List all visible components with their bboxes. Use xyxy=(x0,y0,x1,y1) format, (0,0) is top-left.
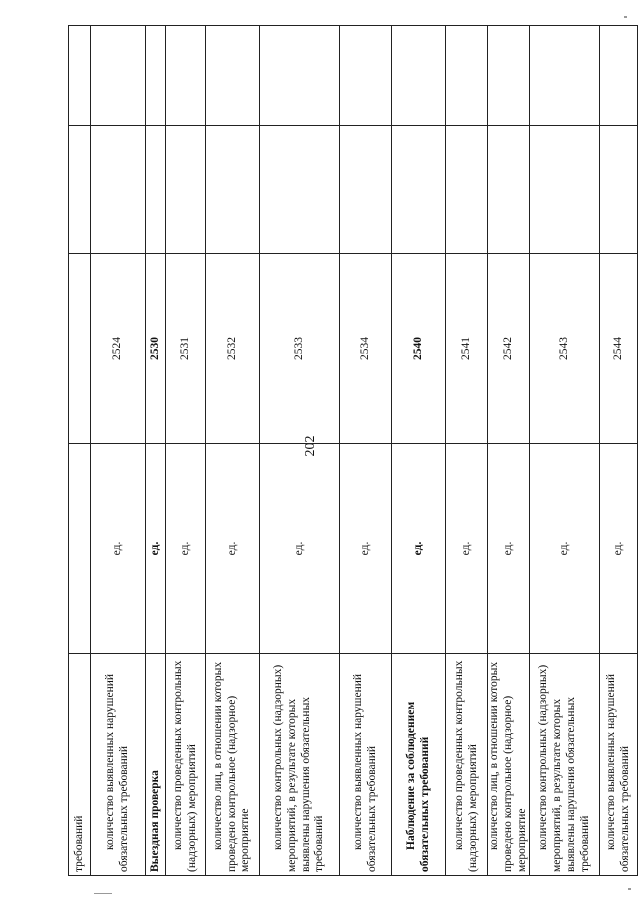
row-code-cell: 2544 xyxy=(600,254,638,444)
row-name-text: количество выявленных нарушений обязательных требований xyxy=(104,673,130,872)
table-row xyxy=(446,26,488,876)
row-value-cell xyxy=(340,126,392,254)
table-row xyxy=(488,26,530,876)
row-value-cell xyxy=(146,26,166,126)
table-row xyxy=(340,26,392,876)
row-value-cell xyxy=(91,26,146,126)
row-unit-cell: ед. xyxy=(166,444,206,654)
row-code-cell: 2531 xyxy=(166,254,206,444)
row-value-cell xyxy=(446,126,488,254)
row-unit-cell: ед. xyxy=(530,444,600,654)
row-code-cell: 2534 xyxy=(340,254,392,444)
row-unit-cell: ед. xyxy=(446,444,488,654)
scan-speck xyxy=(628,888,631,890)
row-value-cell xyxy=(530,26,600,126)
page-number: 202 xyxy=(303,435,318,457)
row-value-cell xyxy=(530,126,600,254)
row-name-text: количество выявленных нарушений обязательных требований xyxy=(605,673,631,872)
table-row xyxy=(69,26,91,876)
rotated-table-wrapper xyxy=(68,26,631,876)
row-name-cell: Выездная проверка xyxy=(146,654,166,876)
row-name-text: количество контрольных (надзорных) мероприятий, в результате которых выявлены нарушения обязательных требований xyxy=(537,664,591,872)
row-name-cell xyxy=(446,654,488,876)
row-name-cell xyxy=(260,654,340,876)
row-value-cell xyxy=(69,126,91,254)
row-name-text: количество выявленных нарушений обязательных требований xyxy=(351,673,378,872)
table-row xyxy=(91,26,146,876)
row-unit-cell: ед. xyxy=(206,444,260,654)
row-code-cell: 2533 xyxy=(260,254,340,444)
row-code-cell: 2541 xyxy=(446,254,488,444)
row-unit-cell: ед. xyxy=(91,444,146,654)
row-value-cell xyxy=(206,26,260,126)
row-unit-cell: ед. xyxy=(260,444,340,654)
row-unit-cell: ед. xyxy=(340,444,392,654)
row-name-cell xyxy=(530,654,600,876)
row-value-cell xyxy=(91,126,146,254)
row-name-text: количество проведенных контрольных (надзорных) мероприятий xyxy=(452,660,479,872)
statistics-table xyxy=(68,25,638,876)
row-value-cell xyxy=(146,126,166,254)
row-code-cell: 2524 xyxy=(91,254,146,444)
row-value-cell xyxy=(600,26,638,126)
row-name-cell xyxy=(206,654,260,876)
row-value-cell xyxy=(488,26,530,126)
row-value-cell xyxy=(340,26,392,126)
row-value-cell xyxy=(446,26,488,126)
row-unit-cell: ед. xyxy=(600,444,638,654)
row-value-cell xyxy=(600,126,638,254)
row-value-cell xyxy=(488,126,530,254)
table-row xyxy=(146,26,166,876)
row-value-cell xyxy=(166,126,206,254)
row-name-cell xyxy=(600,654,638,876)
row-value-cell xyxy=(206,126,260,254)
row-name-cell xyxy=(392,654,446,876)
row-code-cell: 2532 xyxy=(206,254,260,444)
row-name-cell xyxy=(91,654,146,876)
table-body xyxy=(69,26,638,876)
row-value-cell xyxy=(260,126,340,254)
row-code-cell: 2530 xyxy=(146,254,166,444)
table-row xyxy=(530,26,600,876)
scan-speck xyxy=(624,16,627,18)
row-value-cell xyxy=(166,26,206,126)
row-value-cell xyxy=(69,26,91,126)
row-name-cell xyxy=(340,654,392,876)
row-name-text: количество контрольных (надзорных) мероприятий, в результате которых выявлены нарушения обязательных требований xyxy=(271,664,326,872)
row-code-cell xyxy=(69,254,91,444)
row-value-cell xyxy=(392,26,446,126)
row-unit-cell xyxy=(69,444,91,654)
table-row xyxy=(392,26,446,876)
row-name-text: Наблюдение за соблюдением обязательных требований xyxy=(404,701,431,872)
table-row xyxy=(206,26,260,876)
row-value-cell xyxy=(392,126,446,254)
table-row xyxy=(600,26,638,876)
row-value-cell xyxy=(260,26,340,126)
row-unit-cell: ед. xyxy=(146,444,166,654)
row-code-cell: 2540 xyxy=(392,254,446,444)
row-code-cell: 2543 xyxy=(530,254,600,444)
row-code-cell: 2542 xyxy=(488,254,530,444)
row-name-text: количество лиц, в отношении которых проведено контрольное (надзорное) мероприятие xyxy=(488,661,528,872)
row-name-text: количество проведенных контрольных (надзорных) мероприятий xyxy=(171,660,198,872)
table-row xyxy=(260,26,340,876)
row-unit-cell: ед. xyxy=(392,444,446,654)
row-name-text: количество лиц, в отношении которых проведено контрольное (надзорное) мероприятие xyxy=(211,661,252,872)
row-unit-cell: ед. xyxy=(488,444,530,654)
scan-speck xyxy=(94,893,112,894)
row-name-cell xyxy=(166,654,206,876)
row-name-cell xyxy=(488,654,530,876)
row-name-cell: требований xyxy=(69,654,91,876)
table-row xyxy=(166,26,206,876)
